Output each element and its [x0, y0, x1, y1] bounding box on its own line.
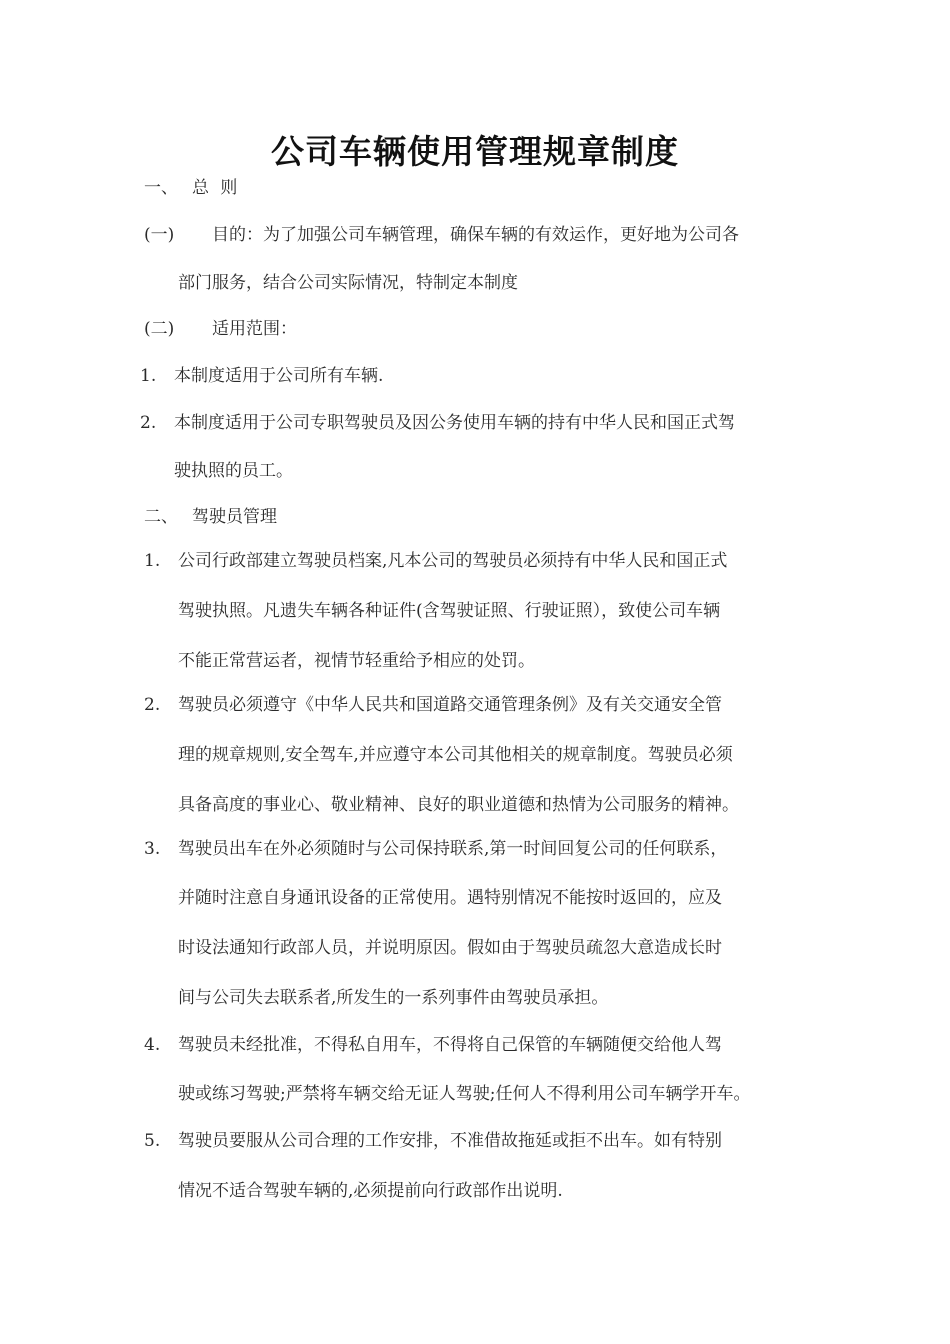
- driver-item-1-line-2: 驾驶执照。凡遗失车辆各种证件(含驾驶证照、行驶证照），致使公司车辆: [178, 601, 721, 621]
- driver-item-1-line-3: 不能正常营运者，视情节轻重给予相应的处罚。: [178, 651, 535, 671]
- document-title: 公司车辆使用管理规章制度: [271, 132, 679, 171]
- section-1-heading: 总 则: [192, 178, 241, 198]
- driver-item-3-line-4: 间与公司失去联系者,所发生的一系列事件由驾驶员承担。: [178, 988, 609, 1008]
- driver-item-3-line-2: 并随时注意自身通讯设备的正常使用。遇特别情况不能按时返回的，应及: [178, 888, 722, 908]
- purpose-line-1: 目的：为了加强公司车辆管理，确保车辆的有效运作，更好地为公司各: [212, 225, 739, 245]
- driver-item-4-line-1: 驾驶员未经批准，不得私自用车，不得将自己保管的车辆随便交给他人驾: [178, 1035, 722, 1055]
- section-2-marker: 二、: [144, 507, 178, 527]
- driver-item-3-line-1: 驾驶员出车在外必须随时与公司保持联系,第一时间回复公司的任何联系，: [178, 839, 728, 859]
- driver-item-5-line-2: 情况不适合驾驶车辆的,必须提前向行政部作出说明.: [178, 1181, 563, 1201]
- scope-item-1-line-1: 本制度适用于公司所有车辆.: [174, 366, 384, 386]
- driver-item-5-marker: 5.: [144, 1131, 161, 1151]
- scope-marker: (二): [144, 319, 175, 339]
- driver-item-2-line-1: 驾驶员必须遵守《中华人民共和国道路交通管理条例》及有关交通安全管: [178, 695, 722, 715]
- scope-item-2-marker: 2.: [140, 413, 157, 433]
- section-1-marker: 一、: [144, 178, 178, 198]
- scope-item-2-line-1: 本制度适用于公司专职驾驶员及因公务使用车辆的持有中华人民和国正式驾: [174, 413, 735, 433]
- scope-item-2-line-2: 驶执照的员工。: [174, 461, 293, 481]
- driver-item-3-marker: 3.: [144, 839, 161, 859]
- scope-heading: 适用范围：: [212, 319, 297, 339]
- section-2-heading: 驾驶员管理: [192, 507, 277, 527]
- driver-item-4-marker: 4.: [144, 1035, 161, 1055]
- driver-item-4-line-2: 驶或练习驾驶;严禁将车辆交给无证人驾驶;任何人不得利用公司车辆学开车。: [178, 1084, 751, 1104]
- scope-item-1-marker: 1.: [140, 366, 157, 386]
- driver-item-2-line-2: 理的规章规则,安全驾车,并应遵守本公司其他相关的规章制度。驾驶员必须: [178, 745, 733, 765]
- driver-item-5-line-1: 驾驶员要服从公司合理的工作安排，不准借故拖延或拒不出车。如有特别: [178, 1131, 722, 1151]
- purpose-line-2: 部门服务，结合公司实际情况，特制定本制度: [178, 273, 518, 293]
- driver-item-3-line-3: 时设法通知行政部人员，并说明原因。假如由于驾驶员疏忽大意造成长时: [178, 938, 722, 958]
- purpose-marker: (一): [144, 225, 175, 245]
- driver-item-2-marker: 2.: [144, 695, 161, 715]
- driver-item-2-line-3: 具备高度的事业心、敬业精神、良好的职业道德和热情为公司服务的精神。: [178, 795, 739, 815]
- driver-item-1-marker: 1.: [144, 551, 161, 571]
- driver-item-1-line-1: 公司行政部建立驾驶员档案,凡本公司的驾驶员必须持有中华人民和国正式: [178, 551, 728, 571]
